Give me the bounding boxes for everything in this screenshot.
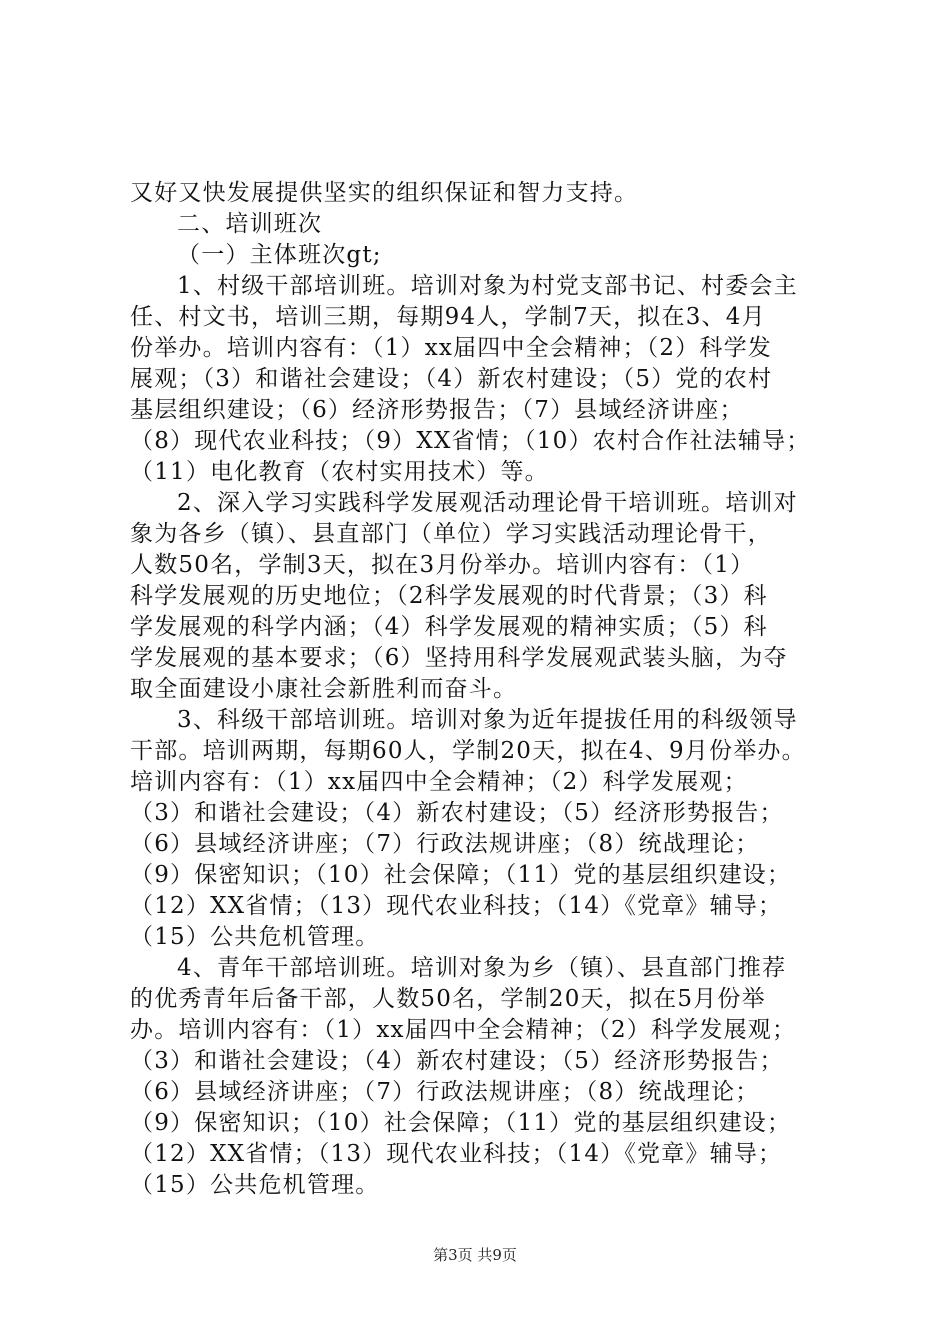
text-line: 基层组织建设；（6）经济形势报告；（7）县域经济讲座； <box>130 397 744 423</box>
text-line: 干部。培训两期，每期60人，学制20天，拟在4、9月份举办。 <box>130 738 806 764</box>
text-line: 3、科级干部培训班。培训对象为近年提拔任用的科级领导 <box>177 707 798 733</box>
text-line: 1、村级干部培训班。培训对象为村党支部书记、村委会主 <box>177 273 798 299</box>
text-line: 培训内容有：（1）xx届四中全会精神；（2）科学发展观； <box>130 769 748 795</box>
text-line: （9）保密知识；（10）社会保障；（11）党的基层组织建设； <box>130 862 792 888</box>
text-line: 2、深入学习实践科学发展观活动理论骨干培训班。培训对 <box>177 490 798 516</box>
text-line: 任、村文书，培训三期，每期94人，学制7天，拟在3、4月 <box>130 304 766 330</box>
text-line: （12）XX省情；（13）现代农业科技；（14）《党章》辅导； <box>130 1141 783 1167</box>
text-line: （3）和谐社会建设；（4）新农村建设；（5）经济形势报告； <box>130 1048 784 1074</box>
text-line: （15）公共危机管理。 <box>130 924 380 950</box>
text-line: 的优秀青年后备干部，人数50名，学制20天，拟在5月份举 <box>130 986 766 1012</box>
page-footer: 第3页 共9页 <box>433 1246 517 1264</box>
text-line: 学发展观的基本要求；（6）坚持用科学发展观武装头脑，为夺 <box>130 645 788 671</box>
text-line: 取全面建设小康社会新胜利而奋斗。 <box>130 676 518 702</box>
text-line: 4、青年干部培训班。培训对象为乡（镇）、县直部门推荐 <box>177 955 787 981</box>
text-line: 科学发展观的历史地位；（2科学发展观的时代背景；（3）科 <box>130 583 768 609</box>
text-line: （9）保密知识；（10）社会保障；（11）党的基层组织建设； <box>130 1110 792 1136</box>
text-line: （6）县域经济讲座；（7）行政法规讲座；（8）统战理论； <box>130 1079 760 1105</box>
text-line: 人数50名，学制3天，拟在3月份举办。培训内容有：（1） <box>130 552 755 578</box>
text-line: （11）电化教育（农村实用技术）等。 <box>130 459 549 485</box>
text-line: （15）公共危机管理。 <box>130 1172 380 1198</box>
text-line: 象为各乡（镇）、县直部门（单位）学习实践活动理论骨干， <box>130 521 772 547</box>
text-line: （3）和谐社会建设；（4）新农村建设；（5）经济形势报告； <box>130 800 784 826</box>
text-line: （12）XX省情；（13）现代农业科技；（14）《党章》辅导； <box>130 893 783 919</box>
text-line: 办。培训内容有：（1）xx届四中全会精神；（2）科学发展观； <box>130 1017 797 1043</box>
text-line: 展观；（3）和谐社会建设；（4）新农村建设；（5）党的农村 <box>130 366 773 392</box>
text-line: 份举办。培训内容有：（1）xx届四中全会精神；（2）科学发 <box>130 335 773 361</box>
text-line: （6）县域经济讲座；（7）行政法规讲座；（8）统战理论； <box>130 831 760 857</box>
text-line: 学发展观的科学内涵；（4）科学发展观的精神实质；（5）科 <box>130 614 768 640</box>
text-line: 又好又快发展提供坚实的组织保证和智力支持。 <box>130 180 639 206</box>
subsection-heading: （一）主体班次gt; <box>177 242 382 268</box>
section-heading: 二、培训班次 <box>177 211 323 237</box>
text-line: （8）现代农业科技；（9）XX省情；（10）农村合作社法辅导； <box>130 428 811 454</box>
